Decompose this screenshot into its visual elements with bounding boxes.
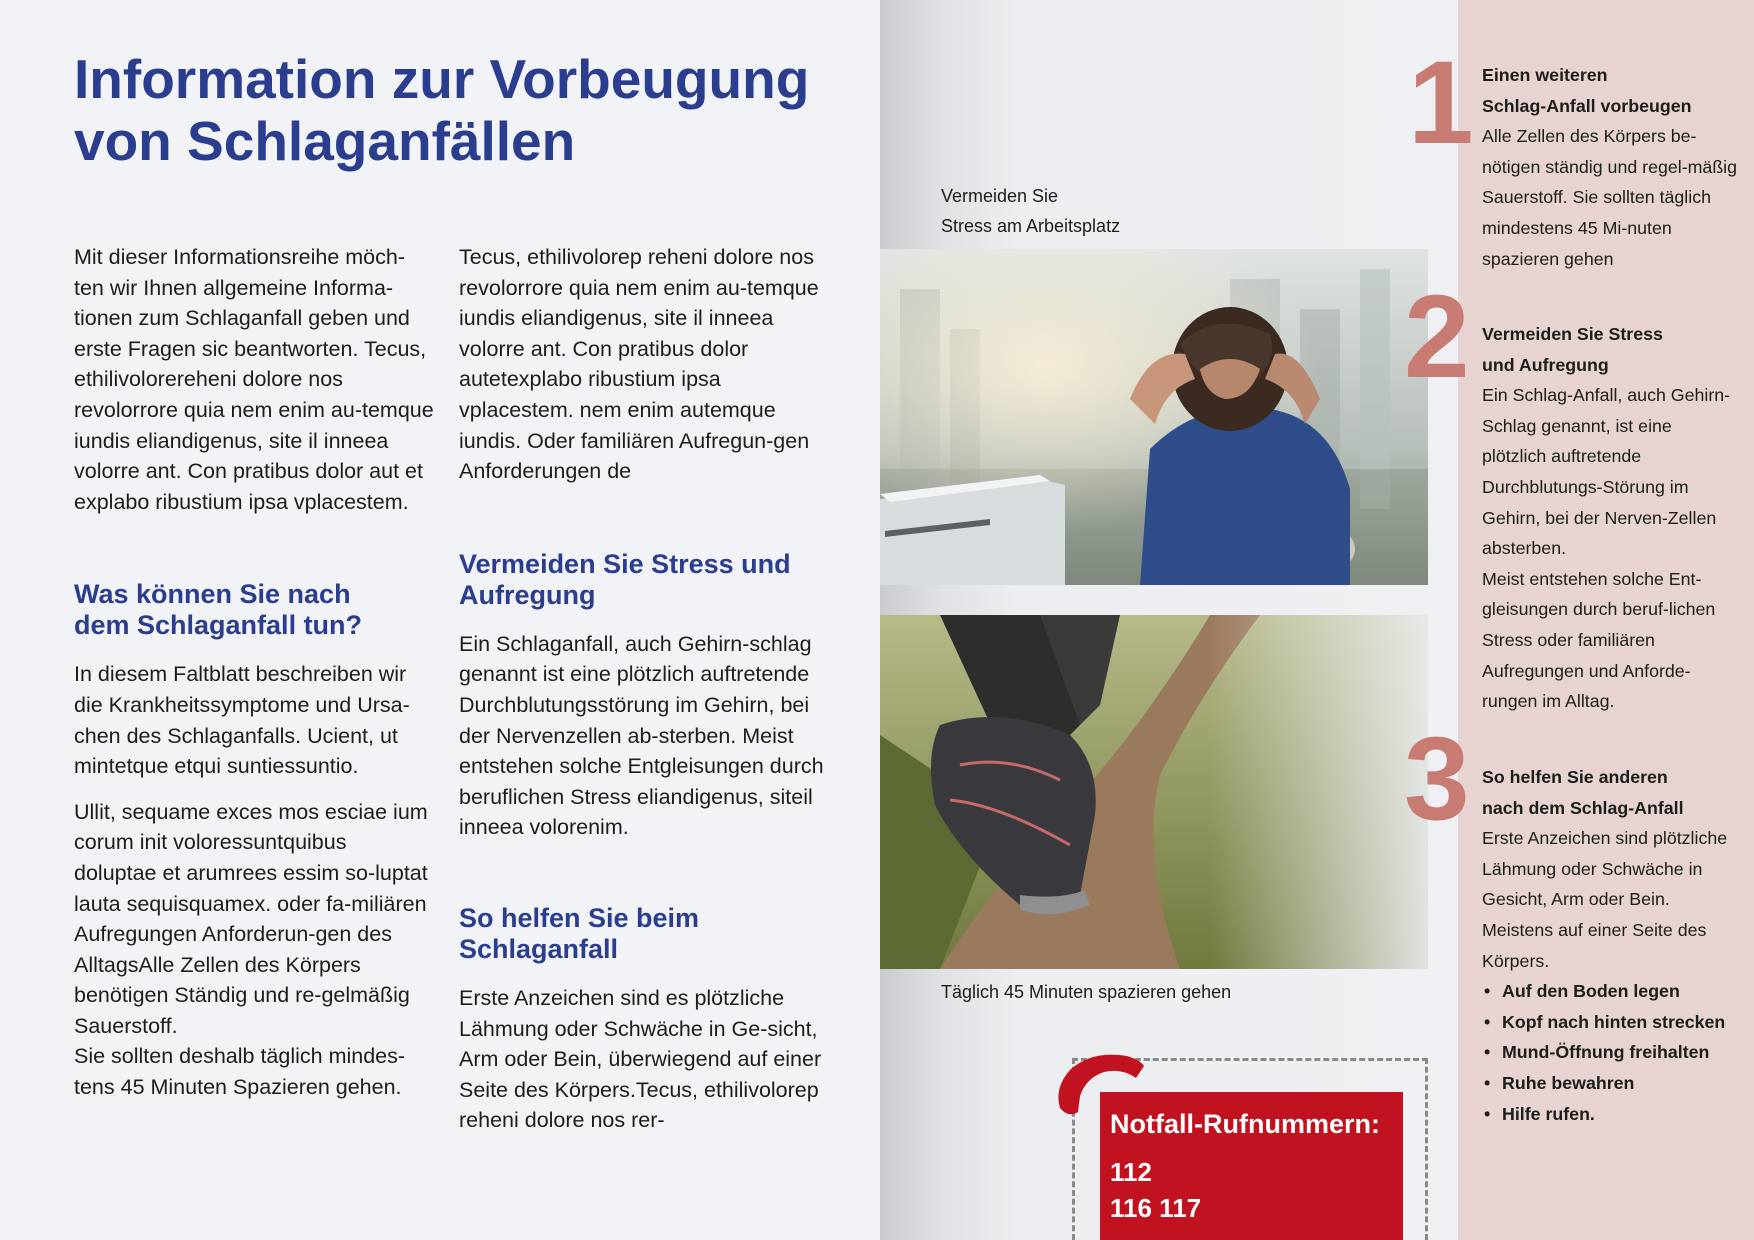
step-number-1: 1 xyxy=(1408,37,1474,169)
block-1-title-line-2: Schlag-Anfall vorbeugen xyxy=(1482,95,1692,116)
block-3-title-line-2: nach dem Schlag-Anfall xyxy=(1482,797,1684,818)
col1-heading: Was können Sie nach dem Schlaganfall tun? xyxy=(74,579,363,641)
block-2-title-line-1: Vermeiden Sie Stress xyxy=(1482,324,1663,344)
col2-para-2: Erste Anzeichen sind es plötzliche Lähmung oder Schwäche in Ge-sicht, Arm oder Bein, überwiegend auf einer Seite des Körpers.Tecus, ethilivolorep reheni dolore nos rer- xyxy=(459,985,822,1133)
sidebar-block-2 xyxy=(1482,319,1740,717)
col2-heading-1: Vermeiden Sie Stress und Aufregung xyxy=(459,548,791,610)
photo-2-caption: Täglich 45 Minuten spazieren gehen xyxy=(941,982,1232,1002)
photo-walking-path-image xyxy=(880,615,1428,969)
col1-para-3: Sie sollten deshalb täglich mindes-tens 45 Minuten Spazieren gehen. xyxy=(74,1044,406,1100)
col1-para-1: In diesem Faltblatt beschreiben wir die Krankheitssymptome und Ursa-chen des Schlaganfalls. Ucient, ut mintetque etqui suntiessuntio. xyxy=(74,662,410,779)
photo-1-caption-line-1: Vermeiden Sie xyxy=(941,186,1059,206)
col2-heading-2: So helfen Sie beim Schlaganfall xyxy=(459,902,700,964)
list-item: • Auf den Boden legen xyxy=(1482,976,1740,1007)
col1-para-2: Ullit, sequame exces mos esciae ium corum init voloressuntquibus doluptae et arumrees essim so-luptat lauta sequisquamex. oder fa-miliären Aufregungen Anforderun-gen des AlltagsAlle Zellen des Körpers benötigen Ständig und re-gelmäßig Sauerstoff. xyxy=(74,799,428,1038)
block-1-title-line-1: Einen weiteren xyxy=(1482,65,1608,85)
col2-para-1: Ein Schlaganfall, auch Gehirn-schlag genannt ist eine plötzlich auftretende Durchblutungsstörung im Gehirn, bei der Nervenzellen ab-sterben. Meist entstehen solche Entgleisungen durch beruflichen Stress eliandigenus, siteil inneea volorenim. xyxy=(459,631,824,840)
list-item: • Ruhe bewahren xyxy=(1482,1068,1740,1099)
block-2-title-line-2: und Aufregung xyxy=(1482,354,1609,375)
phone-handset-icon xyxy=(1052,1048,1147,1118)
list-item: • Kopf nach hinten strecken xyxy=(1482,1007,1740,1038)
page-title xyxy=(74,48,854,172)
photo-1-caption-line-2: Stress am Arbeitsplatz xyxy=(941,216,1121,236)
title-line-2: von Schlaganfällen xyxy=(74,110,576,172)
sidebar-block-3 xyxy=(1482,762,1740,1129)
emergency-number-2: 116 117 xyxy=(1110,1193,1202,1223)
emergency-number-1: 112 xyxy=(1110,1157,1152,1187)
title-line-1: Information zur Vorbeugung xyxy=(74,48,810,110)
list-item: • Mund-Öffnung freihalten xyxy=(1482,1037,1740,1068)
step-number-2: 2 xyxy=(1404,271,1470,403)
block-1-text: Alle Zellen des Körpers be-nötigen ständig und regel-mäßig Sauerstoff. Sie sollten täglich mindestens 45 Mi-nuten spazieren gehen xyxy=(1482,126,1738,269)
block-2-text-2: Meist entstehen solche Ent-gleisungen durch beruf-lichen Stress oder familiären Aufregungen und Anforde-rungen im Alltag. xyxy=(1482,568,1716,712)
step-number-3: 3 xyxy=(1404,713,1470,845)
photo-1-caption xyxy=(941,181,1120,241)
sidebar-block-1 xyxy=(1482,60,1740,274)
emergency-title: Notfall-Rufnummern: xyxy=(1110,1109,1380,1139)
block-2-text-1: Ein Schlag-Anfall, auch Gehirn-Schlag genannt, ist eine plötzlich auftretende Durchblutungs-Störung im Gehirn, bei der Nerven-Zellen absterben. xyxy=(1482,385,1731,559)
col2-intro: Tecus, ethilivolorep reheni dolore nos revolorrore quia nem enim au-temque iundis eliandigenus, site il inneea volorre ant. Con pratibus dolor autetexplabo ribustium ipsa vplacestem. nem enim autemque iundis. Oder familiären Aufregun-gen Anforderungen de xyxy=(459,245,819,484)
column-1 xyxy=(74,242,434,1103)
first-aid-list xyxy=(1482,976,1740,1129)
col1-intro: Mit dieser Informationsreihe möch-ten wir Ihnen allgemeine Informa-tionen zum Schlaganfall geben und erste Fragen sic beantworten. Tecus, ethilivolorereheni dolore nos revolorrore quia nem enim au-temque iundis eliandigenus, site il inneea volorre ant. Con pratibus dolor aut et explabo ribustium ipsa vplacestem. xyxy=(74,245,434,514)
column-2 xyxy=(459,242,831,1136)
block-3-text: Erste Anzeichen sind plötzliche Lähmung oder Schwäche in Gesicht, Arm oder Bein. Meistens auf einer Seite des Körpers. xyxy=(1482,828,1728,971)
block-3-title-line-1: So helfen Sie anderen xyxy=(1482,767,1668,787)
photo-relaxing-man-image xyxy=(880,249,1428,585)
list-item: • Hilfe rufen. xyxy=(1482,1099,1740,1130)
photo-relaxing-man xyxy=(880,249,1428,585)
photo-walking-path xyxy=(880,615,1428,969)
